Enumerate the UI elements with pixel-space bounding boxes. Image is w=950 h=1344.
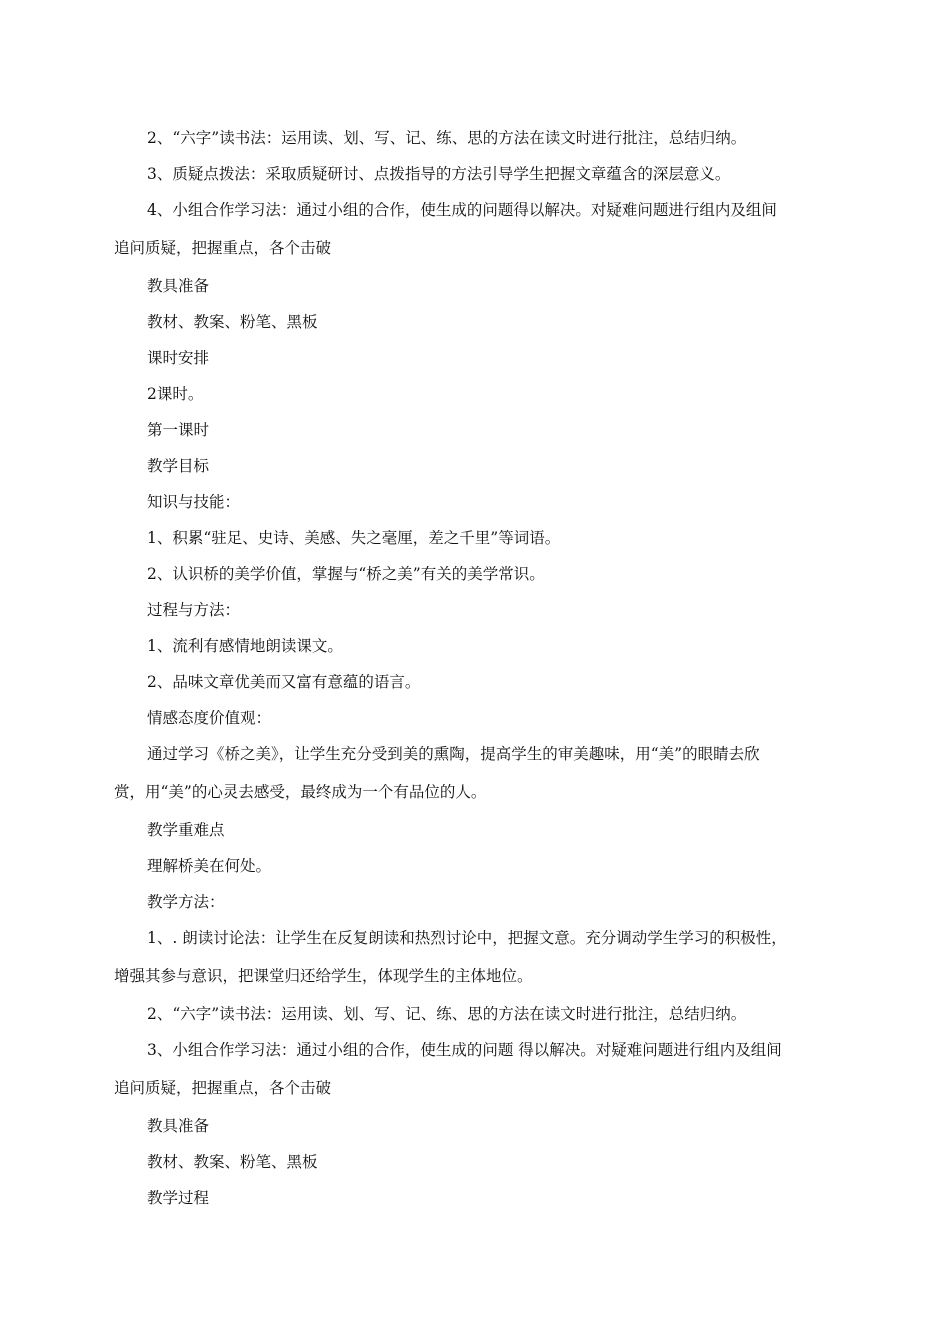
method-group-cooperation-cont: 追问质疑，把握重点，各个击破	[114, 239, 332, 257]
method-six-char-reading-2: 2、“六字”读书法：运用读、划、写、记、练、思的方法在读文时进行批注，总结归纳。	[147, 1005, 747, 1023]
method-group-cooperation-2-cont: 追问质疑，把握重点，各个击破	[114, 1079, 332, 1097]
method-question-guidance: 3、质疑点拨法：采取质疑研讨、点拨指导的方法引导学生把握文章蕴含的深层意义。	[147, 165, 731, 183]
section-heading-key-difficulty: 教学重难点	[147, 821, 225, 839]
section-heading-teaching-tools: 教具准备	[147, 277, 210, 295]
method-reading-discussion: 1、. 朗读讨论法：让学生在反复朗读和热烈讨论中，把握文意。充分调动学生学习的积极性，	[147, 929, 787, 947]
section-heading-teaching-methods: 教学方法：	[147, 893, 225, 911]
goal-savor-language: 2、品味文章优美而又富有意蕴的语言。	[147, 673, 421, 691]
goal-vocabulary: 1、积累“驻足、史诗、美感、失之毫厘，差之千里”等词语。	[147, 529, 561, 547]
section-heading-teaching-tools-2: 教具准备	[147, 1117, 210, 1135]
subheading-process-method: 过程与方法：	[147, 601, 241, 619]
method-group-cooperation: 4、小组合作学习法：通过小组的合作，使生成的问题得以解决。对疑难问题进行组内及组间	[147, 201, 777, 219]
section-heading-teaching-process: 教学过程	[147, 1189, 210, 1207]
subheading-knowledge-skills: 知识与技能：	[147, 493, 241, 511]
emotion-goal-cont: 赏，用“美”的心灵去感受，最终成为一个有品位的人。	[114, 783, 487, 801]
section-heading-teaching-goals: 教学目标	[147, 457, 210, 475]
teaching-tools-list-2: 教材、教案、粉笔、黑板	[147, 1153, 318, 1171]
goal-fluent-reading: 1、流利有感情地朗读课文。	[147, 637, 343, 655]
method-reading-discussion-cont: 增强其参与意识，把课堂归还给学生，体现学生的主体地位。	[114, 967, 533, 985]
section-heading-class-hours: 课时安排	[147, 349, 210, 367]
key-difficulty-text: 理解桥美在何处。	[147, 857, 272, 875]
method-group-cooperation-2: 3、小组合作学习法：通过小组的合作，使生成的问题 得以解决。对疑难问题进行组内及组间	[147, 1041, 782, 1059]
goal-aesthetic-value: 2、认识桥的美学价值，掌握与“桥之美”有关的美学常识。	[147, 565, 545, 583]
class-hours-value: 2课时。	[147, 385, 204, 403]
section-heading-first-lesson: 第一课时	[147, 421, 210, 439]
method-six-char-reading: 2、“六字”读书法：运用读、划、写、记、练、思的方法在读文时进行批注，总结归纳。	[147, 129, 747, 147]
teaching-tools-list: 教材、教案、粉笔、黑板	[147, 313, 318, 331]
emotion-goal: 通过学习《桥之美》，让学生充分受到美的熏陶，提高学生的审美趣味，用“美”的眼睛去欣	[147, 745, 760, 763]
subheading-emotion-values: 情感态度价值观：	[147, 709, 272, 727]
